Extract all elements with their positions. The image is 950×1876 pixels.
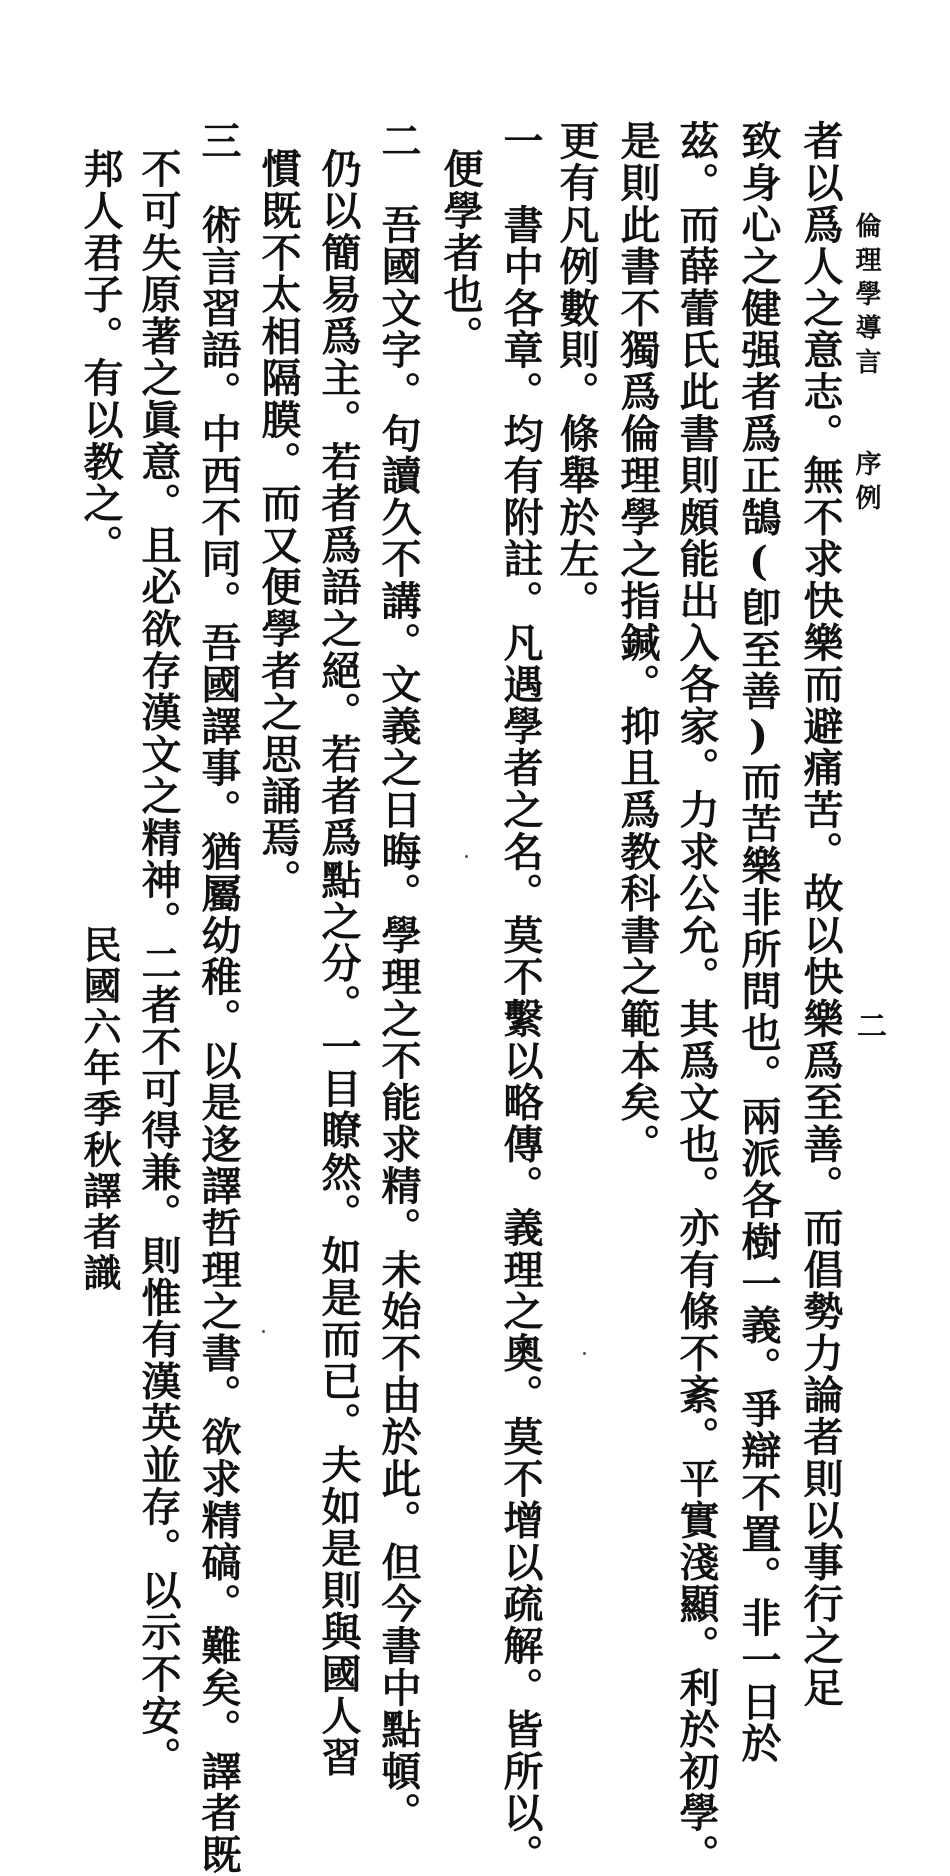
text-column-7: 便學者也。 [437,148,484,357]
text-column-4: 是則此書不獨爲倫理學之指鍼。抑且爲教科書之範本矣。 [614,120,661,1165]
header-title: 倫理學導言 [851,212,881,382]
text-column-11: 三 術言習語。中西不同。吾國譯事。猶屬幼稚。以是迻譯哲理之書。欲求精碻。難矣。譯者既 [195,120,242,1876]
scan-speck [465,855,468,858]
scan-speck [583,1352,586,1355]
text-column-3: 茲。而薛蕾氏此書則頗能出入各家。力求公允。其爲文也。亦有條不紊。平實淺顯。利於初學。 [673,120,720,1876]
text-column-10: 慣既不太相隔膜。而又便學者之思誦焉。 [255,148,302,901]
text-column-6: 一 書中各章。均有附註。凡遇學者之名。莫不繫以略傳。義理之奧。莫不增以疏解。皆所以。 [497,120,544,1876]
text-column-2: 致身心之健强者爲正鵠(卽至善)而苦樂非所問也。兩派各樹一義。爭辯不置。非一日於 [735,120,782,1765]
page-number: 二 [851,1010,886,1040]
text-column-12: 不可失原著之眞意。且必欲存漢文之精神。二者不可得兼。則惟有漢英並存。以示不安。 [135,148,182,1779]
text-column-1: 者以爲人之意志。無不求快樂而避痛苦。故以快樂爲至善。而倡勢力論者則以事行之足 [797,120,844,1709]
text-column-8: 二 吾國文字。句讀久不講。文義之日晦。學理之不能求精。未始不由於此。但今書中點頓。 [375,120,422,1834]
translator-signature: 民國六年季秋譯者識 [77,925,122,1294]
text-column-9: 仍以簡易爲主。若者爲語之絕。若者爲點之分。一目瞭然。如是而已。夫如是則與國人習 [315,148,362,1779]
text-column-5: 更有凡例數則。條舉於左。 [553,120,600,622]
text-column-13: 邦人君子。有以教之。 [77,148,124,566]
header-section: 序例 [851,450,881,518]
scan-speck [262,1330,265,1333]
